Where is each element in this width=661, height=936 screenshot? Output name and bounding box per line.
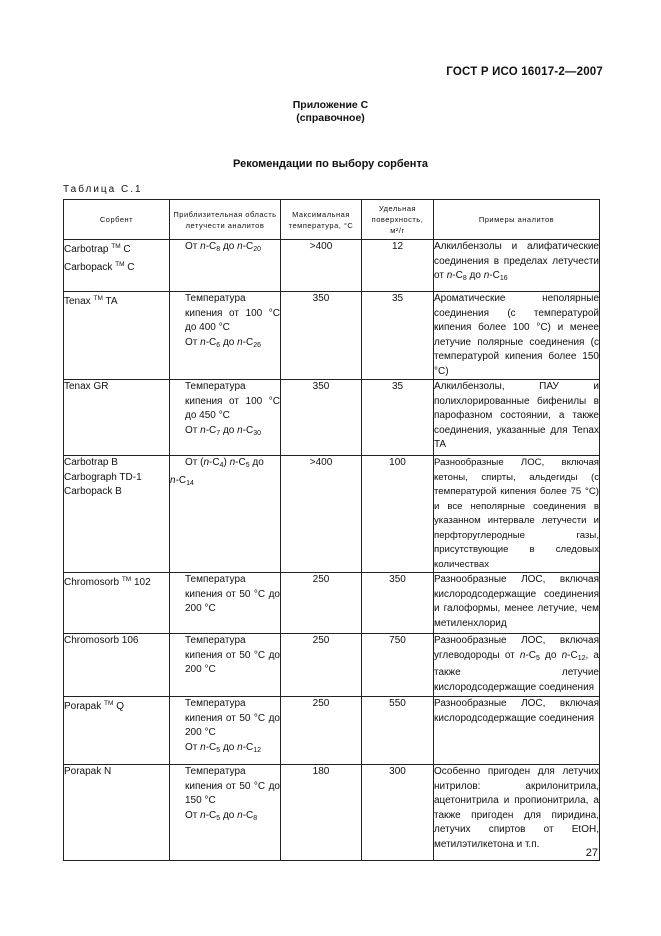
col-header-range: Приблизительная область летучести аналитов xyxy=(170,200,281,240)
table-row xyxy=(64,456,600,573)
temp-cell: 350 xyxy=(281,292,362,380)
range-text: Температура кипения от 50 °С до 200 °С xyxy=(185,698,280,738)
section-title: Рекомендации по выбору сорбента xyxy=(233,158,428,170)
area-cell: 12 xyxy=(362,240,434,292)
range-cell: От $n-C_8$ до $n-C_{20}$ xyxy=(170,240,281,292)
temp-cell: 250 xyxy=(281,573,362,634)
examples-cell: Особенно пригоден для летучих нитрилов: акрилонитрила, ацетонитрила и пропионитрила, а также пригоден для пиридина, летучих спиртов от EtOH, метилэтилкетона и т.п. xyxy=(434,765,600,861)
table-row xyxy=(64,292,600,380)
range-cell: Температура кипения от 100 °С до 450 °С От $n-C_7$ до $n-C_{30}$ xyxy=(170,380,281,456)
range-cell xyxy=(170,634,281,697)
table-row xyxy=(64,765,600,861)
temp-cell: 250 xyxy=(281,634,362,697)
table-row xyxy=(64,573,600,634)
range-text: Температура кипения от 50 °С до 200 °С xyxy=(185,635,280,675)
range-cell: Температура кипения от 50 °С до 200 °С От $n-C_5$ до $n-C_{12}$ xyxy=(170,697,281,765)
sorbent-name: Carbopack B xyxy=(64,486,122,497)
sorbent-cell: Chromosorb 106 xyxy=(64,634,170,697)
range-text: Температура кипения от 100 °С до 450 °С xyxy=(185,381,280,421)
examples-cell: Алкилбензолы, ПАУ и полихлорированные бифенилы в парофазном состоянии, а также соединения, указанные для Tenax TA xyxy=(434,380,600,456)
sorbent-cell: Porapak ™ Q xyxy=(64,697,170,765)
area-cell: 550 xyxy=(362,697,434,765)
sorbent-name: Carbotrap B xyxy=(64,457,118,468)
table-row xyxy=(64,634,600,697)
area-cell: 750 xyxy=(362,634,434,697)
area-cell: 350 xyxy=(362,573,434,634)
appendix-title: Приложение С xyxy=(292,99,369,111)
examples-cell: Ароматические неполярные соединения (с температурой кипения более 100 °С) и менее летучие полярные соединения (с температурой кипения более 150 °С) xyxy=(434,292,600,380)
temp-cell: 250 xyxy=(281,697,362,765)
col-header-area: Удельная поверхность, м²/г xyxy=(362,200,434,240)
temp-cell: >400 xyxy=(281,240,362,292)
examples-cell: Разнообразные ЛОС, включая кислородсодержащие соединения xyxy=(434,697,600,765)
col-header-sorbent: Сорбент xyxy=(64,200,170,240)
examples-cell: Разнообразные ЛОС, включая кислородсодержащие соединения и галоформы, менее летучие, чем метиленхлорид xyxy=(434,573,600,634)
temp-cell: >400 xyxy=(281,456,362,573)
table-row xyxy=(64,240,600,292)
sorbent-cell: Chromosorb ™ 102 xyxy=(64,573,170,634)
range-cell: Температура кипения от 50 °С до 150 °С От $n-C_5$ до $n-C_8$ xyxy=(170,765,281,861)
range-text: Температура кипения от 100 °С до 400 °С xyxy=(185,293,280,333)
temp-cell: 180 xyxy=(281,765,362,861)
range-cell: От $(n-C_4)$ $n-C_5$ до $n-C_{14}$ xyxy=(170,456,281,573)
sorbent-cell: Porapak N xyxy=(64,765,170,861)
area-cell: 100 xyxy=(362,456,434,573)
temp-cell: 350 xyxy=(281,380,362,456)
sorbent-cell: Tenax ™ TA xyxy=(64,292,170,380)
range-cell xyxy=(170,573,281,634)
col-header-temp: Максимальная температура, °С xyxy=(281,200,362,240)
appendix-heading xyxy=(0,99,661,125)
table-row xyxy=(64,380,600,456)
range-text: Температура кипения от 50 °С до 200 °С xyxy=(185,574,280,614)
table-row xyxy=(64,697,600,765)
area-cell: 35 xyxy=(362,292,434,380)
examples-cell: Разнообразные ЛОС, включая кетоны, спирты, альдегиды (с температурой кипения более 75 °С) и все неполярные соединения в указанном интервале летучести и перфторуглеродные газы, присутствующие в следовых количествах xyxy=(434,456,600,573)
sorbent-cell: Carbotrap ™ C Carbopack ™ C xyxy=(64,240,170,292)
range-text: Температура кипения от 50 °С до 150 °С xyxy=(185,766,280,806)
table-header-row xyxy=(64,200,600,240)
appendix-subtitle: (справочное) xyxy=(296,112,365,124)
col-header-examples: Примеры аналитов xyxy=(434,200,600,240)
area-cell: 300 xyxy=(362,765,434,861)
area-cell: 35 xyxy=(362,380,434,456)
sorbent-cell: Tenax GR xyxy=(64,380,170,456)
standard-designation: ГОСТ Р ИСО 16017-2—2007 xyxy=(446,66,603,78)
examples-cell: Разнообразные ЛОС, включая углеводороды от $n-C_5$ до $n-C_{12}$, а также летучие кислородсодержащие соединения xyxy=(434,634,600,697)
range-cell: Температура кипения от 100 °С до 400 °С От $n-C_6$ до $n-C_{26}$ xyxy=(170,292,281,380)
examples-cell: Алкилбензолы и алифатические соединения в пределах летучести от $n-C_8$ до $n-C_{16}$ xyxy=(434,240,600,292)
sorbent-table xyxy=(63,199,600,861)
page-number: 27 xyxy=(585,847,598,859)
sorbent-cell xyxy=(64,456,170,573)
sorbent-name: Carbograph TD-1 xyxy=(64,471,142,483)
table-label: Таблица С.1 xyxy=(63,184,143,195)
